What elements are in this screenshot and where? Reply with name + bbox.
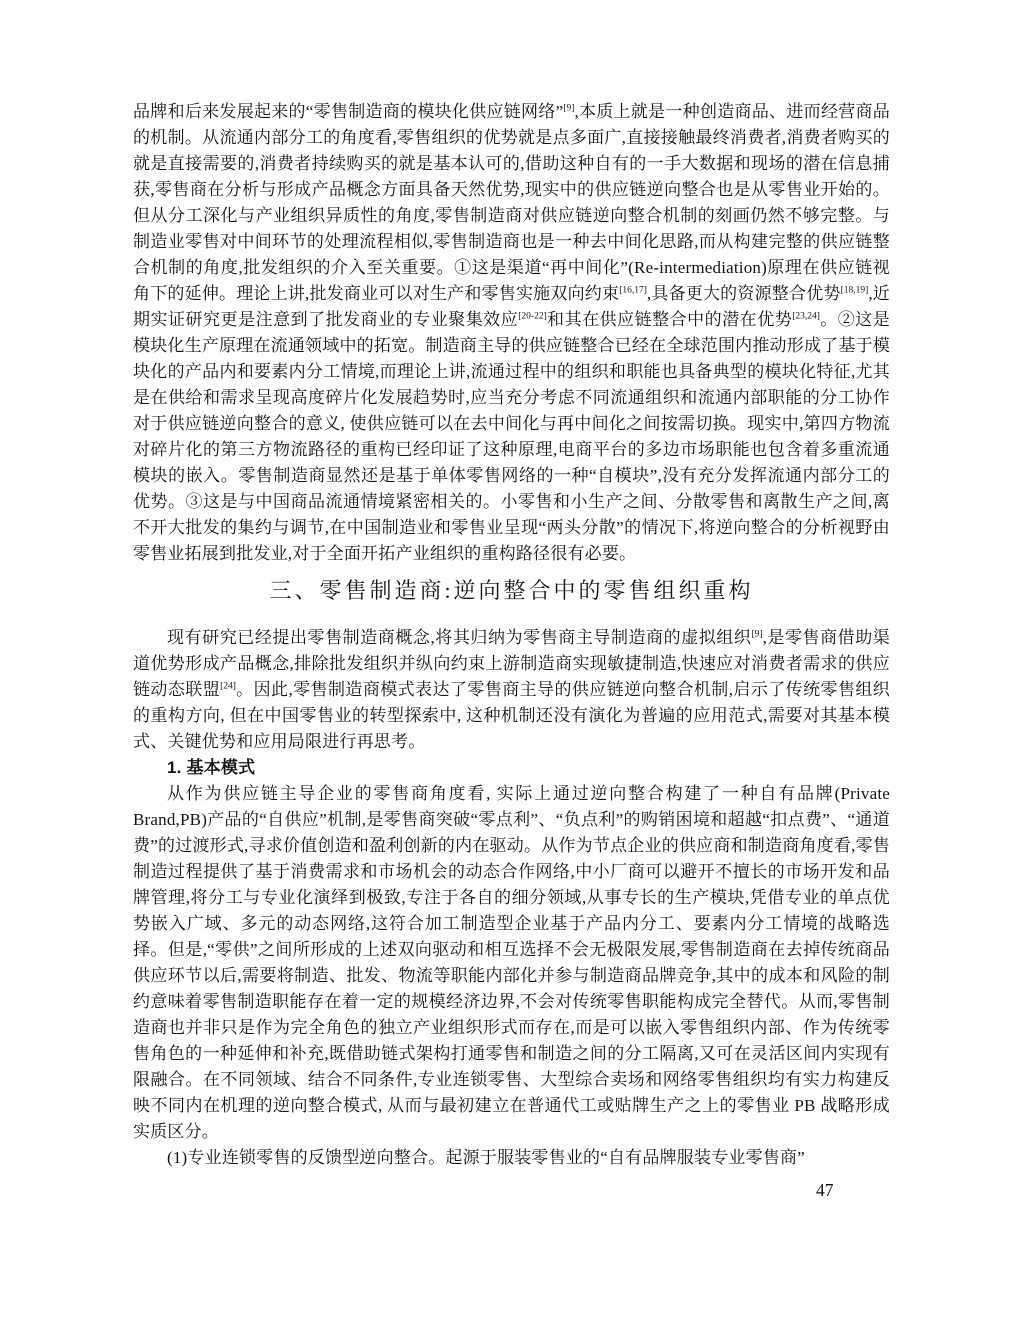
citation-ref: [9] (563, 103, 575, 114)
paragraph-continuation: 品牌和后来发展起来的“零售制造商的模块化供应链网络”[9],本质上就是一种创造商品、进而经营商品的机制。从流通内部分工的角度看,零售组织的优势就是点多面广,直接接触最终消费者,消费者购买的就是直接需要的,消费者持续购买的就是基本认可的,借助这种自有的一手大数据和现场的潜在信息捕获,零售商在分析与形成产品概念方面具备天然优势,现实中的供应链逆向整合也是从零售业开始的。但从分工深化与产业组织异质性的角度,零售制造商对供应链逆向整合机制的刻画仍然不够完整。与制造业零售对中间环节的处理流程相似,零售制造商也是一种去中间化思路,而从构建完整的供应链整合机制的角度,批发组织的介入至关重要。①这是渠道“再中间化”(Re-intermediation)原理在供应链视角下的延伸。理论上讲,批发商业可以对生产和零售实施双向约束[16,17],具备更大的资源整合优势[18,19],近期实证研究更是注意到了批发商业的专业聚集效应[20-22]和其在供应链整合中的潜在优势[23,24]。②这是模块化生产原理在流通领域中的拓宽。制造商主导的供应链整合已经在全球范围内推动形成了基于模块化的产品内和要素内分工情境,而理论上讲,流通过程中的组织和职能也具备典型的模块化特征,尤其是在供给和需求呈现高度碎片化发展趋势时,应当充分考虑不同流通组织和流通内部职能的分工协作对于供应链逆向整合的意义, 使供应链可以在去中间化与再中间化之间按需切换。现实中,第四方物流对碎片化的第三方物流路径的重构已经印证了这种原理,电商平台的多边市场职能也包含着多重流通模块的嵌入。零售制造商显然还是基于单体零售网络的一种“自模块”,没有充分发挥流通内部分工的优势。③这是与中国商品流通情境紧密相关的。小零售和小生产之间、分散零售和离散生产之间,离不开大批发的集约与调节,在中国制造业和零售业呈现“两头分散”的情况下,将逆向整合的分析视野由零售业拓展到批发业,对于全面开拓产业组织的重构路径很有必要。 (133, 102, 890, 563)
page-number: 47 (816, 1180, 834, 1200)
citation-ref: [24] (220, 681, 236, 692)
citation-ref: [16,17] (619, 285, 647, 296)
paragraph: 从作为供应链主导企业的零售商角度看, 实际上通过逆向整合构建了一种自有品牌(Private Brand,PB)产品的“自供应”机制,是零售商突破“零点利”、“负点利”的购销困境和超越“扣点费”、“通道费”的过渡形式,寻求价值创造和盈利创新的内在驱动。从作为节点企业的供应商和制造商角度看,零售制造过程提供了基于消费需求和市场机会的动态合作网络,中小厂商可以避开不擅长的市场开发和品牌管理,将分工与专业化演绎到极致,专注于各自的细分领域,从事专长的生产模块,凭借专业的单点优势嵌入广域、多元的动态网络,这符合加工制造型企业基于产品内分工、要素内分工情境的战略选择。但是,“零供”之间所形成的上述双向驱动和相互选择不会无极限发展,零售制造商在去掉传统商品供应环节以后,需要将制造、批发、物流等职能内部化并参与制造商品牌竞争,其中的成本和风险的制约意味着零售制造职能存在着一定的规模经济边界,不会对传统零售职能构成完全替代。从而,零售制造商也并非只是作为完全角色的独立产业组织形式而存在,而是可以嵌入零售组织内部、作为传统零售角色的一种延伸和补充,既借助链式架构打通零售和制造之间的分工隔离,又可在灵活区间内实现有限融合。在不同领域、结合不同条件,专业连锁零售、大型综合卖场和网络零售组织均有实力构建反映不同内在机理的逆向整合模式, 从而与最初建立在普通代工或贴牌生产之上的零售业 PB 战略形成实质区分。 (133, 784, 890, 1141)
section-heading: 三、零售制造商:逆向整合中的零售组织重构 (269, 578, 754, 603)
citation-ref: [20-22] (518, 311, 547, 322)
subsection-heading: 1. 基本模式 (167, 758, 256, 777)
citation-ref: [9] (751, 629, 763, 640)
article-body (133, 99, 890, 1171)
paragraph: 现有研究已经提出零售制造商概念,将其归纳为零售商主导制造商的虚拟组织[9],是零售商借助渠道优势形成产品概念,排除批发组织并纵向约束上游制造商实现敏捷制造,快速应对消费者需求的供应链动态联盟[24]。因此,零售制造商模式表达了零售商主导的供应链逆向整合机制,启示了传统零售组织的重构方向, 但在中国零售业的转型探索中, 这种机制还没有演化为普遍的应用范式,需要对其基本模式、关键优势和应用局限进行再思考。 (133, 628, 890, 751)
citation-ref: [18,19] (840, 285, 869, 296)
paragraph: (1)专业连锁零售的反馈型逆向整合。起源于服装零售业的“自有品牌服装专业零售商” (167, 1148, 805, 1167)
citation-ref: [23,24] (792, 311, 820, 322)
